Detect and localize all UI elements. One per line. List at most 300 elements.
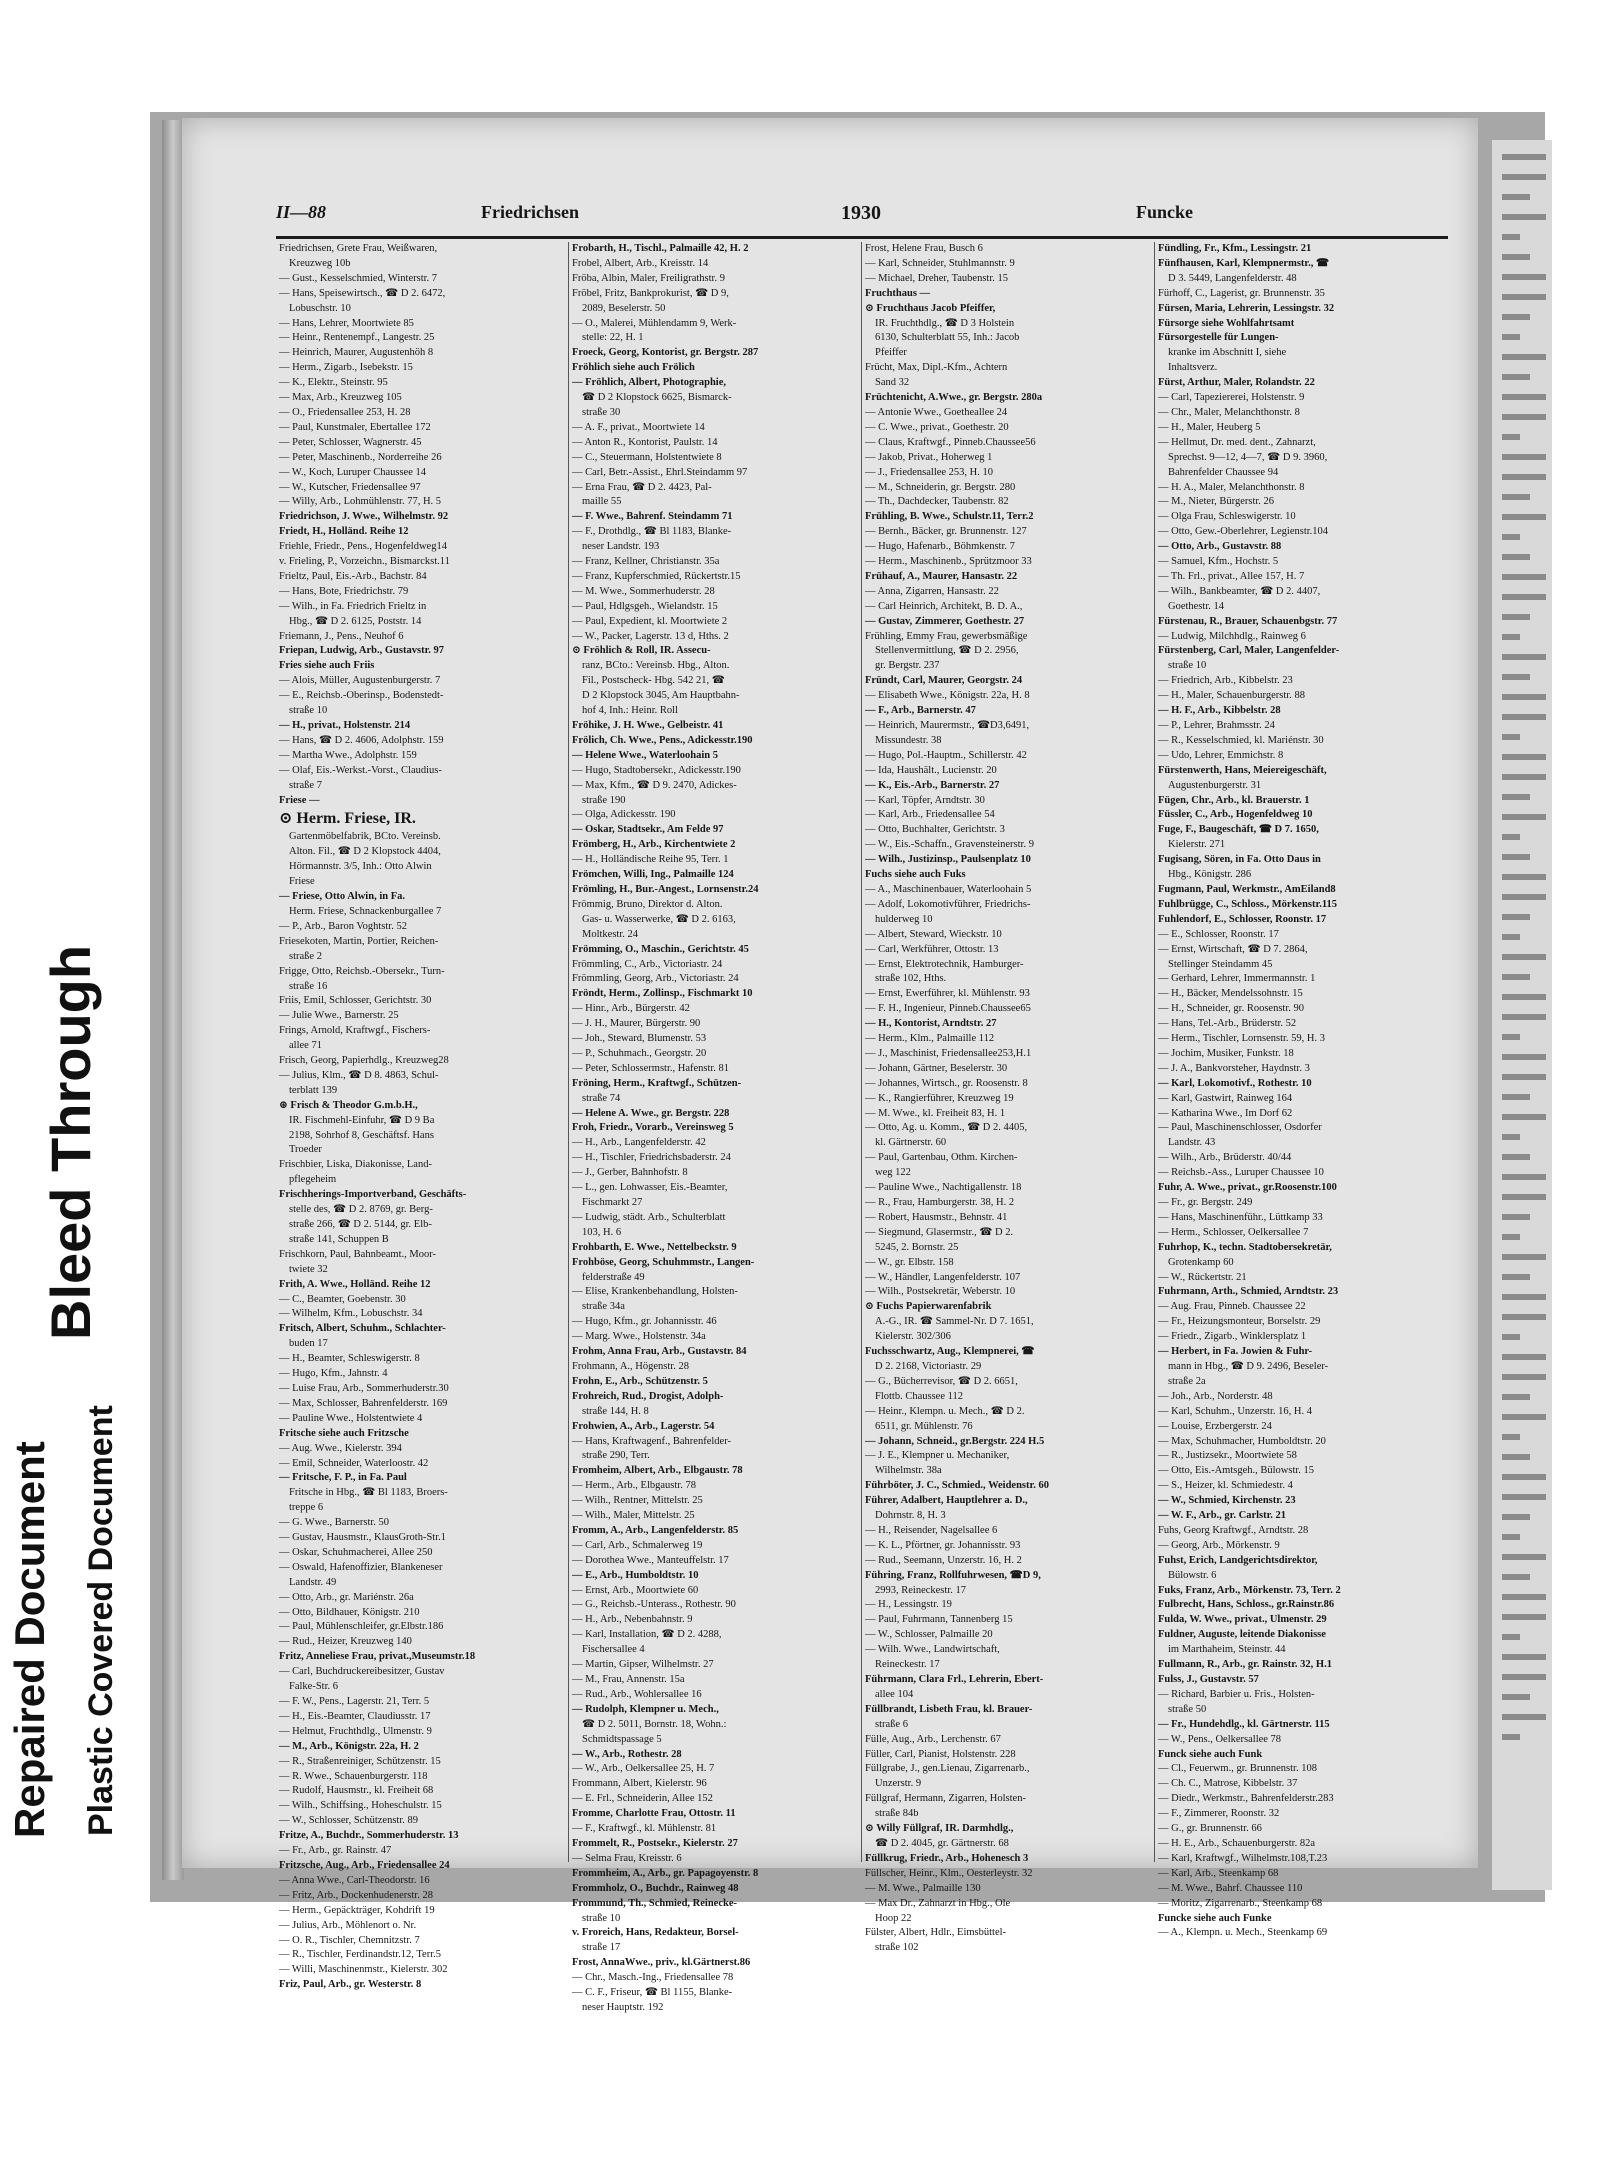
directory-entry-line: gr. Bergstr. 237 xyxy=(875,660,940,672)
directory-entry-line: — Gustav, Hausmstr., KlausGroth-Str.1 xyxy=(279,1532,447,1544)
bleed-fragment xyxy=(1502,594,1546,600)
directory-entry-line: — Friedr., Zigarb., Winklersplatz 1 xyxy=(1158,1331,1307,1343)
directory-entry-line: Sprechst. 9—12, 4—7, ☎ D 9. 3960, xyxy=(1168,451,1328,463)
directory-entry-line: — Pauline Wwe., Nachtigallenstr. 18 xyxy=(865,1182,1022,1194)
directory-entry-line: terblatt 139 xyxy=(289,1084,338,1096)
directory-entry-line: Fuhst, Erich, Landgerichtsdirektor, xyxy=(1158,1554,1318,1566)
directory-entry-line: IR. Fruchthdlg., ☎ D 3 Holstein xyxy=(875,317,1015,329)
directory-entry-line: Füllbrandt, Lisbeth Frau, kl. Brauer- xyxy=(865,1703,1033,1715)
directory-entry-line: — Carl, Werkführer, Ottostr. 13 xyxy=(865,943,999,955)
side-labels xyxy=(0,0,160,2177)
directory-entry-line: straße 141, Schuppen B xyxy=(289,1233,389,1245)
directory-entry-line: — Jakob, Privat., Hoherweg 1 xyxy=(865,451,993,463)
directory-entry-line: twiete 32 xyxy=(289,1263,328,1275)
directory-entry-line: — Elisabeth Wwe., Königstr. 22a, H. 8 xyxy=(865,690,1030,702)
header-year: 1930 xyxy=(841,202,881,224)
directory-entry-line: Frommholz, O., Buchdr., Rainweg 48 xyxy=(572,1882,739,1894)
header-rule xyxy=(276,236,1448,239)
directory-entry-line: Fröbel, Fritz, Bankprokurist, ☎ D 9, xyxy=(572,287,729,299)
directory-entry-line: straße 10 xyxy=(289,705,328,717)
bleed-fragment xyxy=(1502,994,1546,1000)
directory-entry-line: weg 122 xyxy=(875,1167,911,1179)
directory-entry-line: Fuldner, Auguste, leitende Diakonisse xyxy=(1158,1629,1326,1641)
directory-entry-line: — G., gr. Brunnenstr. 66 xyxy=(1158,1823,1262,1835)
directory-entry-line: — Julius, Klm., ☎ D 8. 4863, Schul- xyxy=(279,1069,439,1081)
directory-entry-line: — Bernh., Bäcker, gr. Brunnenstr. 127 xyxy=(865,526,1027,538)
directory-entry-line: — E. Frl., Schneiderin, Allee 152 xyxy=(572,1793,713,1805)
bleed-fragment xyxy=(1502,614,1530,620)
directory-entry-line: D 2. 2168, Victoriastr. 29 xyxy=(875,1360,982,1372)
directory-entry-line: — Erna Frau, ☎ D 2. 4423, Pal- xyxy=(572,481,712,493)
directory-entry-line: — W., Händler, Langenfelderstr. 107 xyxy=(865,1271,1021,1283)
directory-entry-line: Dohrnstr. 8, H. 3 xyxy=(875,1510,946,1522)
bleed-fragment xyxy=(1502,354,1546,360)
directory-entry-line: — Karl, Kraftwgf., Wilhelmstr.108,T.23 xyxy=(1158,1852,1328,1864)
directory-entry-line: — O., Friedensallee 253, H. 28 xyxy=(279,406,411,418)
directory-entry-line: Fuks, Franz, Arb., Mörkenstr. 73, Terr. 2 xyxy=(1158,1584,1341,1596)
directory-entry-line: — K., Elektr., Steinstr. 95 xyxy=(279,377,388,389)
bleed-fragment xyxy=(1502,1234,1520,1240)
directory-entry-line: — Jochim, Musiker, Funkstr. 18 xyxy=(1158,1047,1294,1059)
directory-entry-line: Fröhlich siehe auch Frölich xyxy=(572,362,695,374)
directory-entry-line: — C. F., Friseur, ☎ Bl 1155, Blanke- xyxy=(572,1987,733,1999)
bleed-fragment xyxy=(1502,1154,1530,1160)
directory-entry-line: — Robert, Hausmstr., Behnstr. 41 xyxy=(865,1211,1008,1223)
directory-entry-line: — M., Schneiderin, gr. Bergstr. 280 xyxy=(865,481,1016,493)
directory-entry-line: Fulda, W. Wwe., privat., Ulmenstr. 29 xyxy=(1158,1614,1327,1626)
directory-entry-line: — J. E., Klempner u. Mechaniker, xyxy=(865,1450,1010,1462)
directory-entry-line: Kielerstr. 271 xyxy=(1168,839,1226,851)
bleed-fragment xyxy=(1502,1094,1530,1100)
directory-entry-line: 5245, 2. Bornstr. 25 xyxy=(875,1241,959,1253)
directory-entry-line: — Hinr., Arb., Bürgerstr. 42 xyxy=(572,1003,690,1015)
directory-entry-line: Frohm, Anna Frau, Arb., Gustavstr. 84 xyxy=(572,1346,747,1358)
directory-entry-line: — J. A., Bankvorsteher, Haydnstr. 3 xyxy=(1158,1062,1310,1074)
directory-entry-line: straße 34a xyxy=(582,1301,625,1313)
bleed-fragment xyxy=(1502,414,1546,420)
directory-entry-line: — Fr., Heizungsmonteur, Borselstr. 29 xyxy=(1158,1316,1321,1328)
bleed-fragment xyxy=(1502,954,1546,960)
directory-entry-line: Bülowstr. 6 xyxy=(1168,1569,1217,1581)
directory-entry-line: Gartenmöbelfabrik, BCto. Vereinsb. xyxy=(289,831,441,843)
directory-entry-line: — Peter, Schlosser, Wagnerstr. 45 xyxy=(279,436,422,448)
directory-entry-line: — M. Wwe., kl. Freiheit 83, H. 1 xyxy=(865,1107,1006,1119)
directory-entry-line: Alton. Fil., ☎ D 2 Klopstock 4404, xyxy=(289,846,441,858)
directory-entry-line: — Paul, Kunstmaler, Ebertallee 172 xyxy=(279,421,431,433)
bleed-fragment xyxy=(1502,1034,1520,1040)
directory-entry-line: — F., Kraftwgf., kl. Mühlenstr. 81 xyxy=(572,1823,717,1835)
directory-entry-line: — Carl, Arb., Schmalerweg 19 xyxy=(572,1539,703,1551)
directory-entry-line: — Carl, Buchdruckereibesitzer, Gustav xyxy=(279,1666,445,1678)
directory-entry-line: — Georg, Arb., Mörkenstr. 9 xyxy=(1158,1539,1280,1551)
directory-entry-line: — H., Maler, Heuberg 5 xyxy=(1158,421,1261,433)
directory-entry-line: Füllgrabe, J., gen.Lienau, Zigarrenarb., xyxy=(865,1763,1030,1775)
directory-entry-line: — W., Arb., Rothestr. 28 xyxy=(572,1748,682,1760)
directory-entry-line: — Heinr., Rentenempf., Langestr. 25 xyxy=(279,332,435,344)
bleed-fragment xyxy=(1502,454,1546,460)
directory-entry-line: Fuchsschwartz, Aug., Klempnerei, ☎ xyxy=(865,1346,1035,1358)
directory-entry-line: Gas- u. Wasserwerke, ☎ D 2. 6163, xyxy=(582,913,736,925)
directory-entry-line: maille 55 xyxy=(582,496,622,508)
directory-entry-line: — Olga Frau, Schleswigerstr. 10 xyxy=(1158,511,1296,523)
directory-entry-line: — A., Maschinenbauer, Waterloohain 5 xyxy=(865,883,1032,895)
directory-entry-line: — Rud., Arb., Wohlersallee 16 xyxy=(572,1688,702,1700)
directory-entry-line: im Marthaheim, Steinstr. 44 xyxy=(1168,1644,1286,1656)
directory-entry-line: — Ernst, Arb., Moortwiete 60 xyxy=(572,1584,699,1596)
bleed-fragment xyxy=(1502,234,1520,240)
directory-entry-line: — Carl, Tapeziererei, Holstenstr. 9 xyxy=(1158,392,1305,404)
directory-entry-line: — Gerhard, Lehrer, Immermannstr. 1 xyxy=(1158,973,1316,985)
directory-entry-line: — A. F., privat., Moortwiete 14 xyxy=(572,421,705,433)
directory-entry-line: Frobel, Albert, Arb., Kreisstr. 14 xyxy=(572,257,709,269)
directory-entry-line: Füllkrug, Friedr., Arb., Hohenesch 3 xyxy=(865,1852,1029,1864)
directory-entry-line: Stellenvermittlung, ☎ D 2. 2956, xyxy=(875,645,1019,657)
directory-entry-line: Frischkorn, Paul, Bahnbeamt., Moor- xyxy=(279,1248,436,1260)
directory-entry-line: 2993, Reineckestr. 17 xyxy=(875,1584,966,1596)
directory-entry-line: Füssler, C., Arb., Hogenfeldweg 10 xyxy=(1158,809,1313,821)
directory-entry-line: — Paul, Mühlenschleifer, gr.Elbstr.186 xyxy=(279,1621,444,1633)
directory-entry-line: — H. F., Arb., Kibbelstr. 28 xyxy=(1158,705,1281,717)
bleed-fragment xyxy=(1502,1734,1520,1740)
directory-entry-line: — Samuel, Kfm., Hochstr. 5 xyxy=(1158,556,1279,568)
directory-entry-line: — W., Schlosser, Schützenstr. 89 xyxy=(279,1815,418,1827)
directory-entry-line: ⊛ Frisch & Theodor G.m.b.H., xyxy=(279,1099,418,1111)
directory-entry-line: ⊙ Herm. Friese, IR. xyxy=(279,810,416,828)
directory-entry-line: — M. Wwe., Bahrf. Chaussee 110 xyxy=(1158,1882,1303,1894)
directory-entry-line: Fries siehe auch Friis xyxy=(279,660,375,672)
directory-entry-line: — R., Kesselschmied, kl. Mariénstr. 30 xyxy=(1158,734,1324,746)
directory-entry-line: Fürsen, Maria, Lehrerin, Lessingstr. 32 xyxy=(1158,302,1335,314)
directory-entry-line: Landstr. 43 xyxy=(1168,1137,1216,1149)
directory-entry-line: — Wilh., Rentner, Mittelstr. 25 xyxy=(572,1495,703,1507)
directory-entry-line: Frischbier, Liska, Diakonisse, Land- xyxy=(279,1159,432,1171)
directory-entry-line: — E., Schlosser, Roonstr. 17 xyxy=(1158,928,1279,940)
directory-entry-line: — Paul, Expedient, kl. Moortwiete 2 xyxy=(572,615,728,627)
directory-entry-line: Sand 32 xyxy=(875,377,910,389)
directory-entry-line: Frohböse, Georg, Schuhmmstr., Langen- xyxy=(572,1256,755,1268)
directory-entry-line: — Luise Frau, Arb., Sommerhuderstr.30 xyxy=(279,1382,449,1394)
directory-entry-line: — Ludwig, städt. Arb., Schulterblatt xyxy=(572,1211,726,1223)
directory-entry-line: — Oskar, Stadtsekr., Am Felde 97 xyxy=(572,824,724,836)
bleed-fragment xyxy=(1502,774,1546,780)
directory-entry-line: — Ida, Haushält., Lucienstr. 20 xyxy=(865,764,997,776)
directory-entry-line: — Johann, Gärtner, Beselerstr. 30 xyxy=(865,1062,1008,1074)
bleed-fragment xyxy=(1502,634,1520,640)
directory-entry-line: Pfeiffer xyxy=(875,347,907,359)
directory-entry-line: — C., Beamter, Goebenstr. 30 xyxy=(279,1293,406,1305)
directory-entry-line: Frommelt, R., Postsekr., Kielerstr. 27 xyxy=(572,1837,738,1849)
directory-entry-line: Fröndt, Herm., Zollinsp., Fischmarkt 10 xyxy=(572,988,753,1000)
directory-entry-line: — Fritz, Arb., Dockenhudenerstr. 28 xyxy=(279,1889,433,1901)
directory-entry-line: Frith, A. Wwe., Holländ. Reihe 12 xyxy=(279,1278,431,1290)
directory-entry-line: 6511, gr. Mühlenstr. 76 xyxy=(875,1420,973,1432)
directory-entry-line: — R., Frau, Hamburgerstr. 38, H. 2 xyxy=(865,1197,1015,1208)
directory-entry-line: Friese xyxy=(289,876,315,888)
directory-entry-line: — Dorothea Wwe., Manteuffelstr. 17 xyxy=(572,1554,729,1566)
directory-entry-line: straße 84b xyxy=(875,1808,919,1820)
directory-entry-line: straße 190 xyxy=(582,794,626,806)
bleed-fragment xyxy=(1502,334,1520,340)
bleed-fragment xyxy=(1502,154,1546,160)
directory-entry-line: — Hugo, Hafenarb., Böhmkenstr. 7 xyxy=(865,541,1015,553)
directory-entry-line: — Hans, Maschinenführ., Lüttkamp 33 xyxy=(1158,1211,1323,1223)
directory-entry-line: Friemann, J., Pens., Neuhof 6 xyxy=(279,630,404,642)
bleed-fragment xyxy=(1502,474,1546,480)
directory-entry-line: — F. Wwe., Bahrenf. Steindamm 71 xyxy=(572,511,733,523)
directory-entry-line: — Wilh., Postsekretär, Weberstr. 10 xyxy=(865,1286,1016,1298)
directory-entry-line: — Fr., Arb., gr. Rainstr. 47 xyxy=(279,1845,392,1857)
directory-entry-line: 6130, Schulterblatt 55, Inh.: Jacob xyxy=(875,332,1020,344)
bleed-fragment xyxy=(1502,1434,1520,1440)
directory-entry-line: Fuge, F., Baugeschäft, ☎ D 7. 1650, xyxy=(1158,824,1319,836)
directory-entry-line: — Helene Wwe., Waterloohain 5 xyxy=(572,749,719,761)
directory-entry-line: — H., Reisender, Nagelsallee 6 xyxy=(865,1524,998,1536)
directory-entry-line: — Rud., Seemann, Unzerstr. 16, H. 2 xyxy=(865,1554,1022,1566)
bleed-fragment xyxy=(1502,1514,1530,1520)
directory-entry-line: Fulss, J., Gustavstr. 57 xyxy=(1158,1674,1259,1685)
directory-entry-line: — H., Arb., Langenfelderstr. 42 xyxy=(572,1137,706,1149)
directory-entry-line: Frohn, E., Arb., Schützenstr. 5 xyxy=(572,1375,708,1387)
directory-entry-line: mann in Hbg., ☎ D 9. 2496, Beseler- xyxy=(1168,1360,1329,1372)
directory-entry-line: 2089, Beselerstr. 50 xyxy=(582,302,666,314)
directory-entry-line: — G. Wwe., Barnerstr. 50 xyxy=(279,1517,390,1529)
directory-entry-line: — Katharina Wwe., Im Dorf 62 xyxy=(1158,1107,1293,1119)
directory-entry-line: Fuhr, A. Wwe., privat., gr.Roosenstr.100 xyxy=(1158,1182,1337,1194)
bleed-fragment xyxy=(1502,1214,1530,1220)
directory-entry-line: — Max, Kfm., ☎ D 9. 2470, Adickes- xyxy=(572,779,737,791)
bleed-fragment xyxy=(1502,1494,1546,1500)
directory-entry-line: ⊙ Fuchs Papierwarenfabrik xyxy=(865,1301,992,1313)
directory-entry-line: — Wilh., Justizinsp., Paulsenplatz 10 xyxy=(865,854,1031,866)
directory-entry-line: — Hans, Bote, Friedrichstr. 79 xyxy=(279,585,409,597)
bleed-fragment xyxy=(1502,1334,1520,1340)
bleed-fragment xyxy=(1502,1314,1546,1320)
directory-entry-line: Fritz, Anneliese Frau, privat.,Museumstr.18 xyxy=(279,1651,476,1663)
bleed-fragment xyxy=(1502,894,1546,900)
bleed-fragment xyxy=(1502,554,1530,560)
directory-entry-line: — Hugo, Kfm., Jahnstr. 4 xyxy=(279,1368,388,1380)
bleed-fragment xyxy=(1502,274,1546,280)
directory-entry-line: straße 144, H. 8 xyxy=(582,1405,649,1417)
directory-entry-line: Frohwien, A., Arb., Lagerstr. 54 xyxy=(572,1420,715,1432)
directory-entry-line: ☎ D 2. 4045, gr. Gärtnerstr. 68 xyxy=(875,1837,1009,1849)
directory-entry-line: — Reichsb.-Ass., Luruper Chaussee 10 xyxy=(1158,1167,1324,1179)
directory-entry-line: — K. L., Pförtner, gr. Johannisstr. 93 xyxy=(865,1539,1021,1551)
directory-entry-line: — Franz, Kellner, Christianstr. 35a xyxy=(572,556,720,568)
directory-entry-line: — Hugo, Pol.-Hauptm., Schillerstr. 42 xyxy=(865,749,1027,761)
directory-entry-line: Grotenkamp 60 xyxy=(1168,1256,1234,1268)
bleed-fragment xyxy=(1502,574,1546,580)
adjacent-page-strip xyxy=(1492,140,1552,1890)
directory-entry-line: — F. H., Ingenieur, Pinneb.Chaussee65 xyxy=(865,1003,1031,1015)
directory-entry-line: Frühauf, A., Maurer, Hansastr. 22 xyxy=(865,570,1018,582)
directory-entry-line: — H., Maler, Schauenburgerstr. 88 xyxy=(1158,690,1305,702)
directory-entry-line: — Hugo, Stadtobersekr., Adickesstr.190 xyxy=(572,764,741,776)
directory-entry-line: Froeck, Georg, Kontorist, gr. Bergstr. 287 xyxy=(572,347,759,359)
directory-entry-line: straße 2 xyxy=(289,950,322,962)
directory-entry-line: Führer, Adalbert, Hauptlehrer a. D., xyxy=(865,1495,1028,1507)
bleed-fragment xyxy=(1502,174,1546,180)
bleed-fragment xyxy=(1502,374,1530,380)
directory-entry-line: — R., Tischler, Ferdinandstr.12, Terr.5 xyxy=(279,1949,441,1961)
directory-entry-line: Friese — xyxy=(279,794,320,806)
directory-entry-line: Frömling, H., Bur.-Angest., Lornsenstr.24 xyxy=(572,883,759,895)
directory-entry-line: — W., Arb., Oelkersallee 25, H. 7 xyxy=(572,1763,715,1775)
bleed-fragment xyxy=(1502,1454,1530,1460)
directory-entry-line: — Pauline Wwe., Holstentwiete 4 xyxy=(279,1412,423,1424)
directory-entry-line: Fritsche in Hbg., ☎ Bl 1183, Broers- xyxy=(289,1487,448,1499)
bleed-fragment xyxy=(1502,1574,1530,1580)
directory-entry-line: — Fr., gr. Bergstr. 249 xyxy=(1158,1197,1253,1208)
directory-entry-line: — Wilh., Arb., Brüderstr. 40/44 xyxy=(1158,1152,1292,1164)
directory-entry-line: — W., Rückertstr. 21 xyxy=(1158,1271,1247,1283)
directory-entry-line: — Friedrich, Arb., Kibbelstr. 23 xyxy=(1158,675,1293,687)
directory-entry-line: straße 16 xyxy=(289,980,328,992)
directory-entry-line: — Herm., Maschinenb., Sprützmoor 33 xyxy=(865,556,1032,568)
directory-entry-line: — Karl, Lokomotivf., Rothestr. 10 xyxy=(1158,1077,1312,1089)
directory-entry-line: — Ernst, Wirtschaft, ☎ D 7. 2864, xyxy=(1158,943,1308,955)
directory-entry-line: — Hans, Tel.-Arb., Brüderstr. 52 xyxy=(1158,1018,1297,1030)
directory-entry-line: Frost, Helene Frau, Busch 6 xyxy=(865,243,983,254)
bleed-fragment xyxy=(1502,1254,1546,1260)
directory-entry-line: Frömmling, Georg, Arb., Victoriastr. 24 xyxy=(572,973,739,985)
bleed-fragment xyxy=(1502,1674,1546,1680)
directory-entry-line: — Paul, Maschinenschlosser, Osdorfer xyxy=(1158,1122,1322,1134)
directory-entry-line: kl. Gärtnerstr. 60 xyxy=(875,1137,947,1149)
directory-entry-line: — Marg. Wwe., Holstenstr. 34a xyxy=(572,1331,706,1343)
directory-entry-line: — Paul, Gartenbau, Othm. Kirchen- xyxy=(865,1152,1018,1164)
bleed-fragment xyxy=(1502,1074,1546,1080)
directory-entry-line: — O., Malerei, Mühlendamm 9, Werk- xyxy=(572,317,737,329)
directory-entry-line: — Richard, Barbier u. Fris., Holsten- xyxy=(1158,1688,1315,1700)
directory-entry-line: — O. R., Tischler, Chemnitzstr. 7 xyxy=(279,1934,420,1946)
directory-entry-line: Frommund, Th., Schmied, Reinecke- xyxy=(572,1897,737,1909)
directory-column-4 xyxy=(1155,242,1448,1939)
directory-entry-line: Fischmarkt 27 xyxy=(582,1197,643,1208)
directory-entry-line: Fugmann, Paul, Werkmstr., AmEiland8 xyxy=(1158,883,1336,895)
directory-entry-line: — L., gen. Lohwasser, Eis.-Beamter, xyxy=(572,1182,728,1194)
directory-entry-line: Fritzsche, Aug., Arb., Friedensallee 24 xyxy=(279,1859,450,1871)
directory-entry-line: — J., Maschinist, Friedensallee253,H.1 xyxy=(865,1047,1032,1059)
directory-entry-line: Missundestr. 38 xyxy=(875,734,942,746)
directory-entry-line: Fründt, Carl, Maurer, Georgstr. 24 xyxy=(865,675,1023,687)
directory-entry-line: Kreuzweg 10b xyxy=(289,257,351,269)
bleed-fragment xyxy=(1502,1414,1546,1420)
directory-entry-line: — Willi, Maschinenmstr., Kielerstr. 302 xyxy=(279,1964,448,1976)
bleed-fragment xyxy=(1502,814,1546,820)
bleed-fragment xyxy=(1502,1654,1546,1660)
directory-entry-line: Fulbrecht, Hans, Schloss., gr.Rainstr.86 xyxy=(1158,1599,1335,1611)
bleed-fragment xyxy=(1502,714,1546,720)
directory-entry-line: Unzerstr. 9 xyxy=(875,1778,922,1790)
directory-entry-line: — Gust., Kesselschmied, Winterstr. 7 xyxy=(279,272,438,284)
directory-column-1 xyxy=(276,242,569,1991)
directory-entry-line: — Antonie Wwe., Goetheallee 24 xyxy=(865,406,1008,418)
directory-entry-line: — Hans, Speisewirtsch., ☎ D 2. 6472, xyxy=(279,287,446,299)
directory-entry-line: — Julie Wwe., Barnerstr. 25 xyxy=(279,1010,399,1022)
directory-entry-line: Lobuschstr. 10 xyxy=(289,302,351,314)
directory-entry-line: — H., Beamter, Schleswigerstr. 8 xyxy=(279,1353,420,1365)
directory-entry-line: — Willy, Arb., Lohmühlenstr. 77, H. 5 xyxy=(279,496,442,508)
directory-entry-line: Früchtenicht, A.Wwe., gr. Bergstr. 280a xyxy=(865,392,1043,404)
directory-entry-line: — W., gr. Elbstr. 158 xyxy=(865,1256,954,1268)
directory-entry-line: — W., Eis.-Schaffn., Gravensteinerstr. 9 xyxy=(865,839,1034,851)
directory-entry-line: Friepan, Ludwig, Arb., Gustavstr. 97 xyxy=(279,645,445,657)
directory-entry-line: Fromm, A., Arb., Langenfelderstr. 85 xyxy=(572,1524,739,1536)
directory-entry-line: — Otto, Eis.-Amtsgeh., Bülowstr. 15 xyxy=(1158,1465,1315,1477)
directory-entry-line: — Franz, Kupferschmied, Rückertstr.15 xyxy=(572,570,741,582)
book-page-edges xyxy=(162,120,184,1880)
directory-entry-line: — J., Gerber, Bahnhofstr. 8 xyxy=(572,1167,688,1179)
directory-entry-line: Fürstenwerth, Hans, Meiereigeschäft, xyxy=(1158,764,1327,776)
directory-entry-line: — Fr., Hundehdlg., kl. Gärtnerstr. 115 xyxy=(1158,1718,1330,1730)
bleed-fragment xyxy=(1502,1474,1546,1480)
directory-entry-line: Froh, Friedr., Vorarb., Vereinsweg 5 xyxy=(572,1122,734,1134)
directory-entry-line: — W., Schlosser, Palmaille 20 xyxy=(865,1629,993,1641)
directory-entry-line: — C., Steuermann, Holstentwiete 8 xyxy=(572,451,722,463)
directory-entry-line: — H., Arb., Nebenbahnstr. 9 xyxy=(572,1614,693,1626)
directory-entry-line: straße 17 xyxy=(582,1942,621,1954)
bleed-fragment xyxy=(1502,394,1546,400)
directory-entry-line: — Johannes, Wirtsch., gr. Roosenstr. 8 xyxy=(865,1077,1028,1089)
directory-entry-line: — H., Eis.-Beamter, Claudiusstr. 17 xyxy=(279,1710,431,1722)
directory-entry-line: — H., Schneider, gr. Roosenstr. 90 xyxy=(1158,1003,1304,1015)
directory-entry-line: Funck siehe auch Funk xyxy=(1158,1748,1263,1760)
directory-entry-line: Funcke siehe auch Funke xyxy=(1158,1912,1272,1924)
directory-entry-line: — K., Rangierführer, Kreuzweg 19 xyxy=(865,1092,1014,1104)
bleed-fragment xyxy=(1502,1354,1546,1360)
directory-entry-line: ranz, BCto.: Vereinsb. Hbg., Alton. xyxy=(582,660,730,672)
directory-entry-line: — F., Drothdlg., ☎ Bl 1183, Blanke- xyxy=(572,526,732,538)
directory-entry-line: — Elise, Krankenbehandlung, Holsten- xyxy=(572,1286,738,1298)
directory-entry-line: Fuhlendorf, E., Schlosser, Roonstr. 17 xyxy=(1158,913,1327,925)
directory-entry-line: — Johann, Schneid., gr.Bergstr. 224 H.5 xyxy=(865,1435,1045,1447)
directory-entry-line: — Herm., Gepäckträger, Kohdrift 19 xyxy=(279,1904,435,1916)
directory-entry-line: — R., Straßenreiniger, Schützenstr. 15 xyxy=(279,1755,441,1767)
directory-entry-line: — H., Bäcker, Mendelssohnstr. 15 xyxy=(1158,988,1303,1000)
directory-entry-line: Stellinger Steindamm 45 xyxy=(1168,958,1273,970)
directory-entry-line: — Albert, Steward, Wieckstr. 10 xyxy=(865,928,1002,940)
directory-column-3 xyxy=(862,242,1155,1954)
directory-entry-line: Frühling, Emmy Frau, gewerbsmäßige xyxy=(865,630,1028,642)
directory-entry-line: — Paul, Fuhrmann, Tannenberg 15 xyxy=(865,1614,1013,1626)
directory-entry-line: neser Landstr. 193 xyxy=(582,541,660,553)
directory-entry-line: — H., Holländische Reihe 95, Terr. 1 xyxy=(572,854,729,866)
directory-entry-line: D 2 Klopstock 3045, Am Hauptbahn- xyxy=(582,690,740,702)
directory-entry-line: — Herm., Zigarb., Isebekstr. 15 xyxy=(279,362,413,374)
directory-entry-line: Fürsorgestelle für Lungen- xyxy=(1158,332,1279,344)
bleed-fragment xyxy=(1502,1294,1546,1300)
bleed-fragment xyxy=(1502,1014,1546,1020)
directory-entry-line: Augustenburgerstr. 31 xyxy=(1168,779,1262,791)
header-first-name: Friedrichsen xyxy=(481,202,579,222)
directory-entry-line: — Helene A. Wwe., gr. Bergstr. 228 xyxy=(572,1107,730,1119)
directory-entry-line: — F., Zimmerer, Roonstr. 32 xyxy=(1158,1808,1280,1820)
directory-entry-line: Frigge, Otto, Reichsb.-Obersekr., Turn- xyxy=(279,965,445,977)
directory-entry-line: IR. Fischmehl-Einfuhr, ☎ D 9 Ba xyxy=(289,1114,435,1126)
directory-entry-line: Fil., Postscheck- Hbg. 542 21, ☎ xyxy=(582,675,725,687)
directory-entry-line: straße 2a xyxy=(1168,1375,1206,1387)
plastic-covered-label: Plastic Covered Document xyxy=(82,1405,120,1836)
directory-entry-line: Frohmann, A., Högenstr. 28 xyxy=(572,1360,689,1372)
directory-entry-line: Friedrichsen, Grete Frau, Weißwaren, xyxy=(279,243,438,254)
directory-entry-line: — Carl Heinrich, Architekt, B. D. A., xyxy=(865,600,1023,612)
directory-entry-line: — Aug. Frau, Pinneb. Chaussee 22 xyxy=(1158,1301,1306,1313)
bleed-fragment xyxy=(1502,694,1546,700)
directory-entry-line: — Rud., Heizer, Kreuzweg 140 xyxy=(279,1636,412,1648)
bleed-fragment xyxy=(1502,1274,1530,1280)
directory-entry-line: — Hans, ☎ D 2. 4606, Adolphstr. 159 xyxy=(279,734,444,746)
